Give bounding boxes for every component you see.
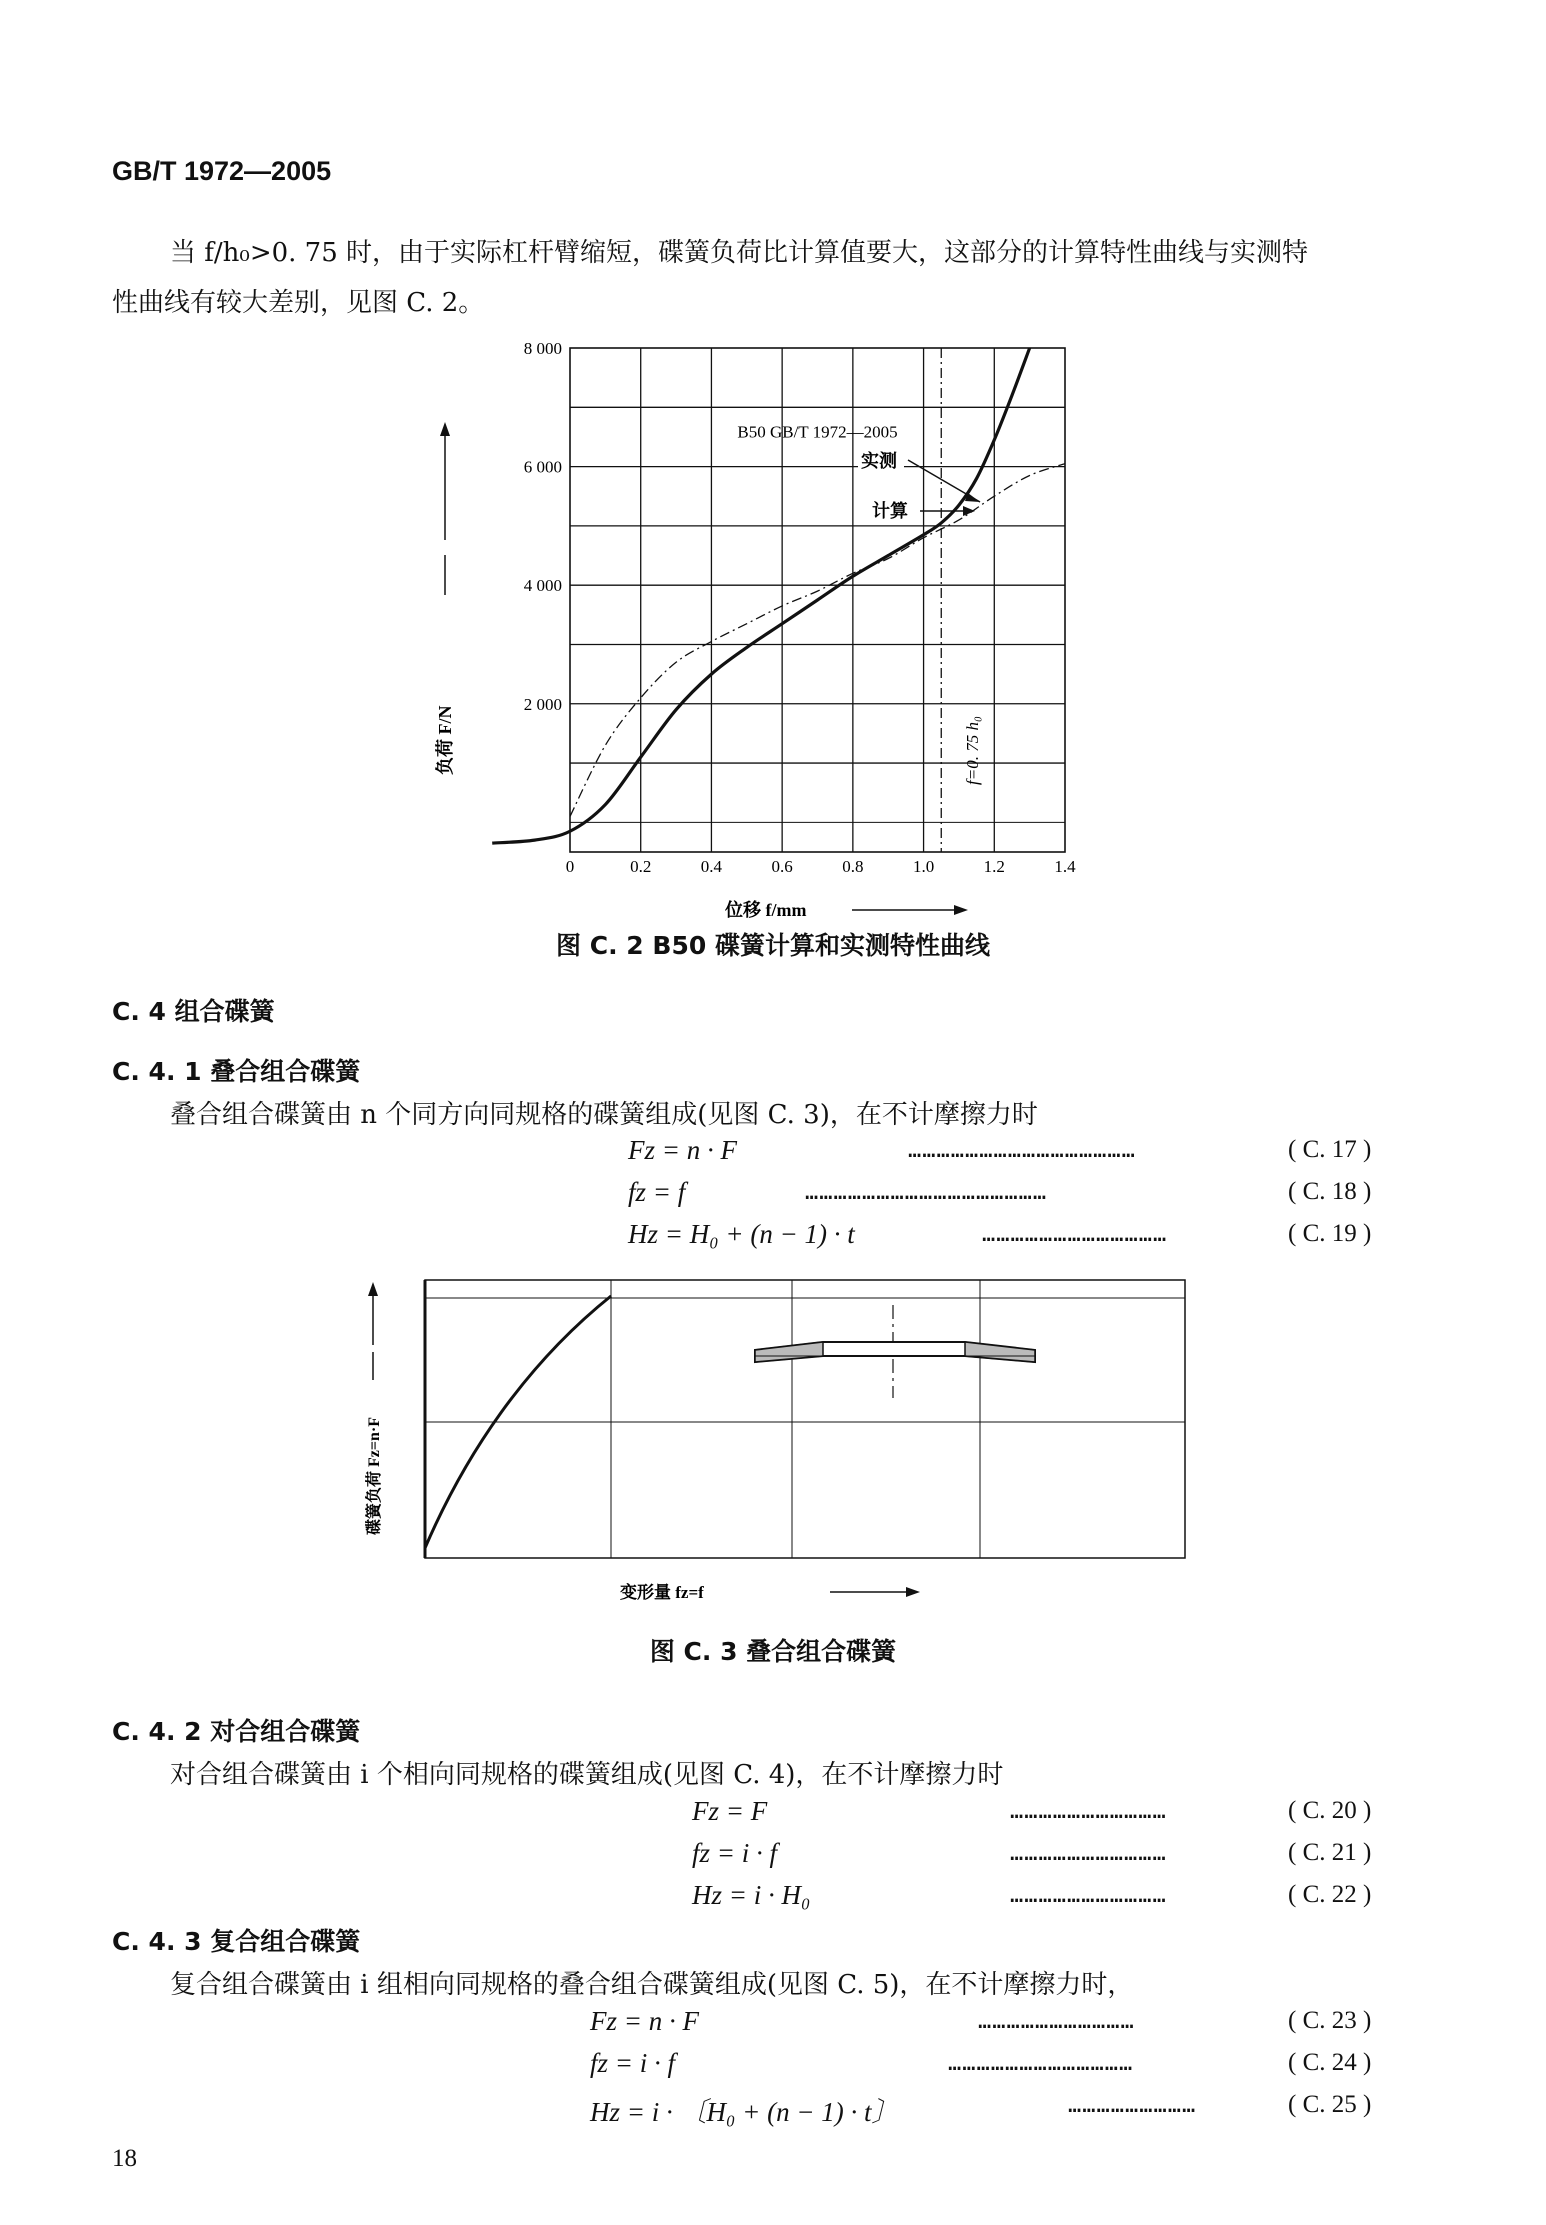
equation-c22-number: ( C. 22 ) xyxy=(1288,1881,1372,1908)
equation-c25-leader: ……………………… xyxy=(1068,2093,1197,2118)
x-tick-label: 0.2 xyxy=(630,857,652,876)
intro-line-2: 性曲线有较大差别，见图 C. 2。 xyxy=(112,288,485,318)
section-c41-title: C. 4. 1 叠合组合碟簧 xyxy=(112,1057,361,1086)
equation-c19: Hz = H₀ + (n − 1) · t xyxy=(628,1219,855,1249)
x-tick-label: 1.0 xyxy=(912,857,935,876)
annotation-measured-label: 实测 xyxy=(861,451,897,471)
chart-ylabel-text: 负荷 F/N xyxy=(435,705,455,775)
equation-c24: fz = i · f xyxy=(590,2048,675,2078)
chart-xlabel-text: 位移 f/mm xyxy=(725,900,807,920)
y-tick-label: 4 000 xyxy=(523,576,562,596)
section-c41-text: 叠合组合碟簧由 n 个同方向同规格的碟簧组成(见图 C. 3)，在不计摩擦力时 xyxy=(170,1100,1038,1130)
equation-c19-number: ( C. 19 ) xyxy=(1288,1220,1372,1247)
equation-c17: Fz = n · F xyxy=(628,1135,737,1165)
equation-c25-number: ( C. 25 ) xyxy=(1288,2091,1372,2118)
equation-c18-leader: …………………………………………… xyxy=(805,1180,1048,1205)
figure-c3-ylabel-text: 碟簧负荷 Fz=n·F xyxy=(366,1416,383,1535)
x-tick-label: 1.4 xyxy=(1054,857,1076,876)
equation-c23-number: ( C. 23 ) xyxy=(1288,2007,1372,2034)
figure-c3-xlabel-text: 变形量 fz=f xyxy=(620,1583,704,1602)
intro-paragraph xyxy=(112,228,1432,328)
x-tick-label: 1.2 xyxy=(983,857,1005,876)
y-tick-label: 8 000 xyxy=(523,339,562,358)
equation-c22-leader: …………………………… xyxy=(1010,1883,1167,1908)
chart-ylabel xyxy=(434,422,455,775)
chart-title: B50 GB/T 1972—2005 xyxy=(737,422,898,442)
equation-c18-number: ( C. 18 ) xyxy=(1288,1178,1372,1205)
equation-c25: Hz = i · 〔H₀ + (n − 1) · t〕 xyxy=(590,2097,899,2127)
section-c4-title: C. 4 组合碟簧 xyxy=(112,997,275,1026)
equation-c22: Hz = i · H₀ xyxy=(692,1880,811,1910)
figure-c3-caption: 图 C. 3 叠合组合碟簧 xyxy=(649,1637,897,1666)
chart-xlabel xyxy=(724,899,968,920)
x-tick-label: 0.8 xyxy=(842,857,864,876)
section-c43-title: C. 4. 3 复合组合碟簧 xyxy=(112,1927,361,1956)
section-c42-title: C. 4. 2 对合组合碟簧 xyxy=(112,1717,361,1746)
page-number: 18 xyxy=(112,2145,137,2172)
equation-c17-number: ( C. 17 ) xyxy=(1288,1136,1372,1163)
equation-c23-leader: …………………………… xyxy=(978,2009,1135,2034)
chart-ticks xyxy=(524,339,1076,876)
section-c43-text: 复合组合碟簧由 i 组相向同规格的叠合组合碟簧组成(见图 C. 5)，在不计摩擦力时， xyxy=(170,1970,1134,2000)
equation-c21-number: ( C. 21 ) xyxy=(1288,1839,1372,1866)
x-tick-label: 0.4 xyxy=(700,857,723,876)
figure-c2-chart xyxy=(420,330,1120,930)
figure-c3-diagram xyxy=(355,1270,1195,1610)
equation-c21-leader: …………………………… xyxy=(1010,1841,1167,1866)
equation-c19-leader: ………………………………… xyxy=(982,1222,1168,1247)
equation-c23: Fz = n · F xyxy=(590,2006,699,2036)
x-tick-label: 0 xyxy=(565,857,575,876)
equation-c17-leader: ………………………………………… xyxy=(908,1138,1136,1163)
y-tick-label: 6 000 xyxy=(523,457,562,477)
figure-c3-xlabel xyxy=(620,1582,920,1602)
figure-c3-ylabel xyxy=(364,1282,383,1535)
section-c42-text: 对合组合碟簧由 i 个相向同规格的碟簧组成(见图 C. 4)，在不计摩擦力时 xyxy=(170,1760,1004,1790)
disc-spring-stack xyxy=(755,1305,1035,1398)
equation-c18: fz = f xyxy=(628,1177,686,1207)
figure-c3-frame xyxy=(425,1280,1185,1558)
intro-line-1: 当 f/h₀>0. 75 时，由于实际杠杆臂缩短，碟簧负荷比计算值要大，这部分的计算特性曲线与实测特 xyxy=(170,238,1309,268)
figure-c2-caption: 图 C. 2 B50 碟簧计算和实测特性曲线 xyxy=(556,931,990,960)
annotation-075h0 xyxy=(963,716,982,785)
y-tick-label: 2 000 xyxy=(523,694,562,714)
equation-c20: Fz = F xyxy=(692,1796,768,1826)
annotation-measured xyxy=(858,448,980,502)
x-tick-label: 0.6 xyxy=(771,857,793,876)
annotation-075h0-label: f=0. 75 h₀ xyxy=(963,716,982,785)
equation-c20-number: ( C. 20 ) xyxy=(1288,1797,1372,1824)
annotation-calculated xyxy=(870,498,975,522)
equation-c21: fz = i · f xyxy=(692,1838,777,1868)
annotation-calculated-label: 计算 xyxy=(872,501,908,521)
equation-c20-leader: …………………………… xyxy=(1010,1799,1167,1824)
equation-c24-number: ( C. 24 ) xyxy=(1288,2049,1372,2076)
standard-code: GB/T 1972—2005 xyxy=(112,156,332,186)
equation-c24-leader: ………………………………… xyxy=(948,2051,1134,2076)
